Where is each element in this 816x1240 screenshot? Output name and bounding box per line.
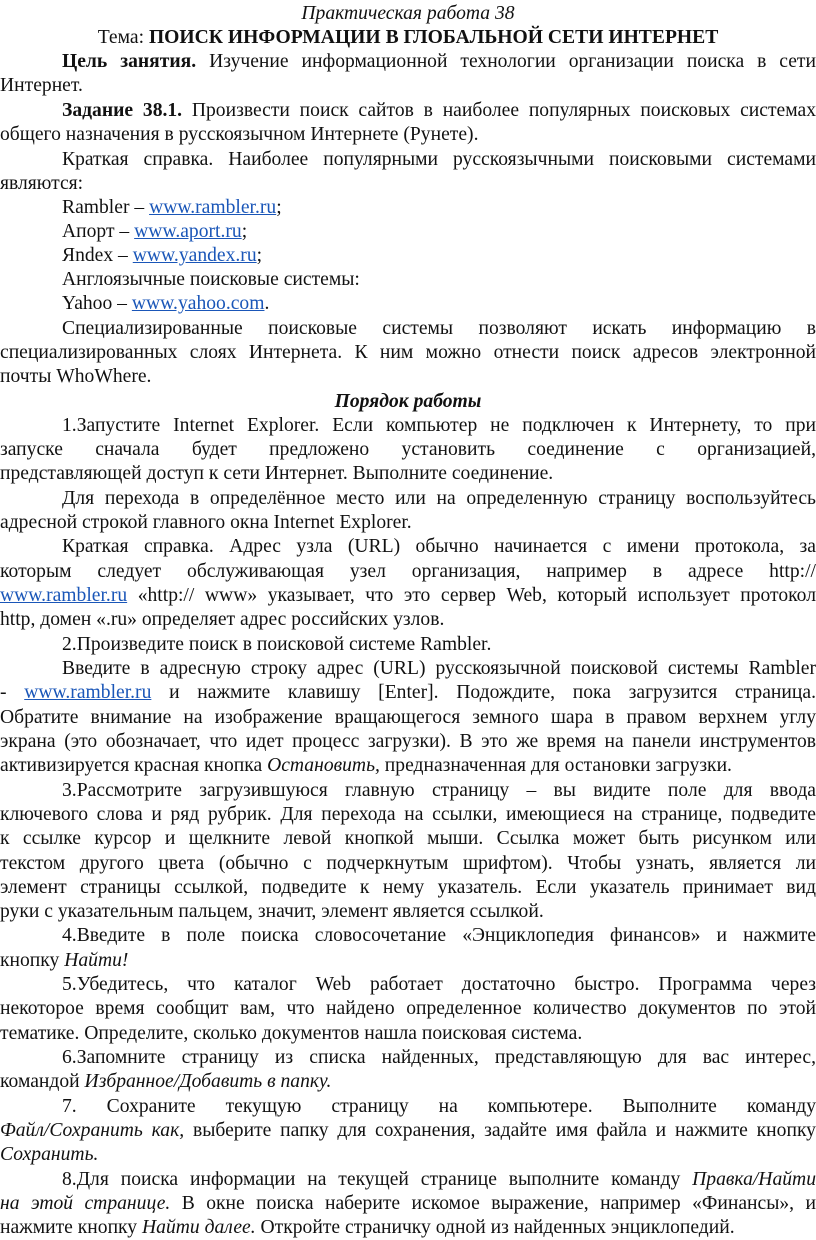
step5-line-1: 5.Убедитесь, что каталог Web работает достаточно быстро. Программа через [62, 974, 816, 995]
task-line-1: Задание 38.1. Произвести поиск сайтов в наиболее популярных поисковых системах [62, 100, 816, 121]
link-rambler-step2[interactable]: www.rambler.ru [24, 682, 152, 703]
step2b-line-1: Введите в адресную строку адрес (URL) русскоязычной поисковой системы Rambler [62, 658, 816, 679]
step1-line-3: представляющей доступ к сети Интернет. Выполните соединение. [0, 463, 554, 484]
step2b-line-5: активизируется красная кнопка Остановить, предназначенная для остановки загрузки. [0, 755, 732, 776]
step6-line-2: командой Избранное/Добавить в папку. [0, 1071, 332, 1092]
step3-line-1: 3.Рассмотрите загрузившуюся главную страницу – вы видите поле для ввода [62, 780, 816, 801]
procedure-heading: Порядок работы [334, 391, 482, 412]
step2b-line-2: - www.rambler.ru и нажмите клавишу [Enter]. Подождите, пока загрузится страница. [0, 682, 816, 703]
step4-line-2: кнопку Найти! [0, 950, 129, 971]
engine-aport: Апорт – www.aport.ru; [62, 221, 248, 242]
step3-line-6: руки с указательным пальцем, значит, элемент является ссылкой. [0, 901, 544, 922]
step8-line-3: нажмите кнопку Найти далее. Откройте страничку одной из найденных энциклопедий. [0, 1217, 735, 1238]
engine-rambler: Rambler – www.rambler.ru; [62, 197, 282, 218]
link-yahoo[interactable]: www.yahoo.com [131, 293, 265, 314]
step2b-line-3: Обратите внимание на изображение вращающегося земного шара в правом верхнем углу [0, 707, 816, 728]
topic-prefix: Тема: [97, 27, 149, 48]
step8-line-2: на этой странице. В окне поиска наберите искомое выражение, например «Финансы», и [0, 1193, 816, 1214]
url-ref-line-3: www.rambler.ru «http:// www» указывает, что это сервер Web, который использует протокол [0, 585, 816, 606]
step8-line-1: 8.Для поиска информации на текущей странице выполните команду Правка/Найти [62, 1169, 816, 1190]
reference-line-2: являются: [0, 173, 84, 194]
step3-line-5: элемент страницы ссылкой, подведите к нему указатель. Если указатель принимает вид [0, 877, 816, 898]
step5-line-3: тематике. Определите, сколько документов нашла поисковая система. [0, 1023, 583, 1044]
step4-line-1: 4.Введите в поле поиска словосочетание «Энциклопедия финансов» и нажмите [62, 925, 816, 946]
task-label: Задание 38.1. [62, 100, 183, 121]
specialized-line-3: почты WhoWhere. [0, 366, 152, 387]
nav-line-2: адресной строкой главного окна Internet Explorer. [0, 512, 412, 533]
link-rambler[interactable]: www.rambler.ru [149, 197, 277, 218]
url-ref-line-2: которым следует обслуживающая узел организация, например в адресе http:// [0, 561, 816, 582]
step6-line-1: 6.Запомните страницу из списка найденных, представляющую для вас интерес, [62, 1047, 816, 1068]
specialized-line-1: Специализированные поисковые системы позволяют искать информацию в [62, 318, 816, 339]
url-ref-line-4: http, домен «.ru» определяет адрес российских узлов. [0, 609, 445, 630]
step5-line-2: некоторое время сообщит вам, что найдено определенное количество документов по этой [0, 998, 816, 1019]
specialized-line-2: специализированных слоях Интернета. К ним можно отнести поиск адресов электронной [0, 342, 816, 363]
goal-line-1: Цель занятия. Изучение информационной технологии организации поиска в сети [62, 51, 816, 72]
work-title: Практическая работа 38 [301, 3, 515, 24]
url-ref-line-1: Краткая справка. Адрес узла (URL) обычно начинается с имени протокола, за [62, 536, 816, 557]
goal-line-2: Интернет. [0, 75, 83, 96]
topic-line [0, 26, 816, 50]
link-rambler-example[interactable]: www.rambler.ru [0, 585, 128, 606]
topic-title: ПОИСК ИНФОРМАЦИИ В ГЛОБАЛЬНОЙ СЕТИ ИНТЕРНЕТ [148, 27, 719, 48]
step7-line-1: 7. Сохраните текущую страницу на компьютере. Выполните команду [62, 1096, 816, 1117]
step1-line-1: 1.Запустите Internet Explorer. Если компьютер не подключен к Интернету, то при [62, 415, 816, 436]
step1-line-2: запуске сначала будет предложено установить соединение с организацией, [0, 439, 816, 460]
step2b-line-4: экрана (это обозначает, что идет процесс загрузки). В это же время на панели инструментов [0, 731, 816, 752]
step3-line-3: к ссылке курсор и щелкните левой кнопкой мыши. Ссылка может быть рисунком или [0, 828, 816, 849]
nav-line-1: Для перехода в определённое место или на определенную страницу воспользуйтесь [62, 488, 816, 509]
reference-line-1: Краткая справка. Наиболее популярными русскоязычными поисковыми системами [62, 149, 816, 170]
step3-line-4: текстом другого цвета (обычно с подчеркнутым шрифтом). Чтобы узнать, является ли [0, 853, 816, 874]
link-aport[interactable]: www.aport.ru [134, 221, 242, 242]
step3-line-2: ключевого слова и ряд рубрик. Для перехода на ссылки, имеющиеся на странице, подведите [0, 804, 816, 825]
engine-yahoo: Yahoo – www.yahoo.com. [62, 293, 270, 314]
step2-line-1: 2.Произведите поиск в поисковой системе Rambler. [62, 634, 492, 655]
goal-label: Цель занятия. [62, 51, 197, 72]
step7-line-3: Сохранить. [0, 1144, 99, 1165]
english-engines-label: Англоязычные поисковые системы: [62, 269, 360, 290]
link-yandex[interactable]: www.yandex.ru [132, 245, 257, 266]
task-line-2: общего назначения в русскоязычном Интернете (Рунете). [0, 124, 479, 145]
engine-yandex: Яndex – www.yandex.ru; [62, 245, 263, 266]
step7-line-2: Файл/Сохранить как, выберите папку для сохранения, задайте имя файла и нажмите кнопку [0, 1120, 816, 1141]
